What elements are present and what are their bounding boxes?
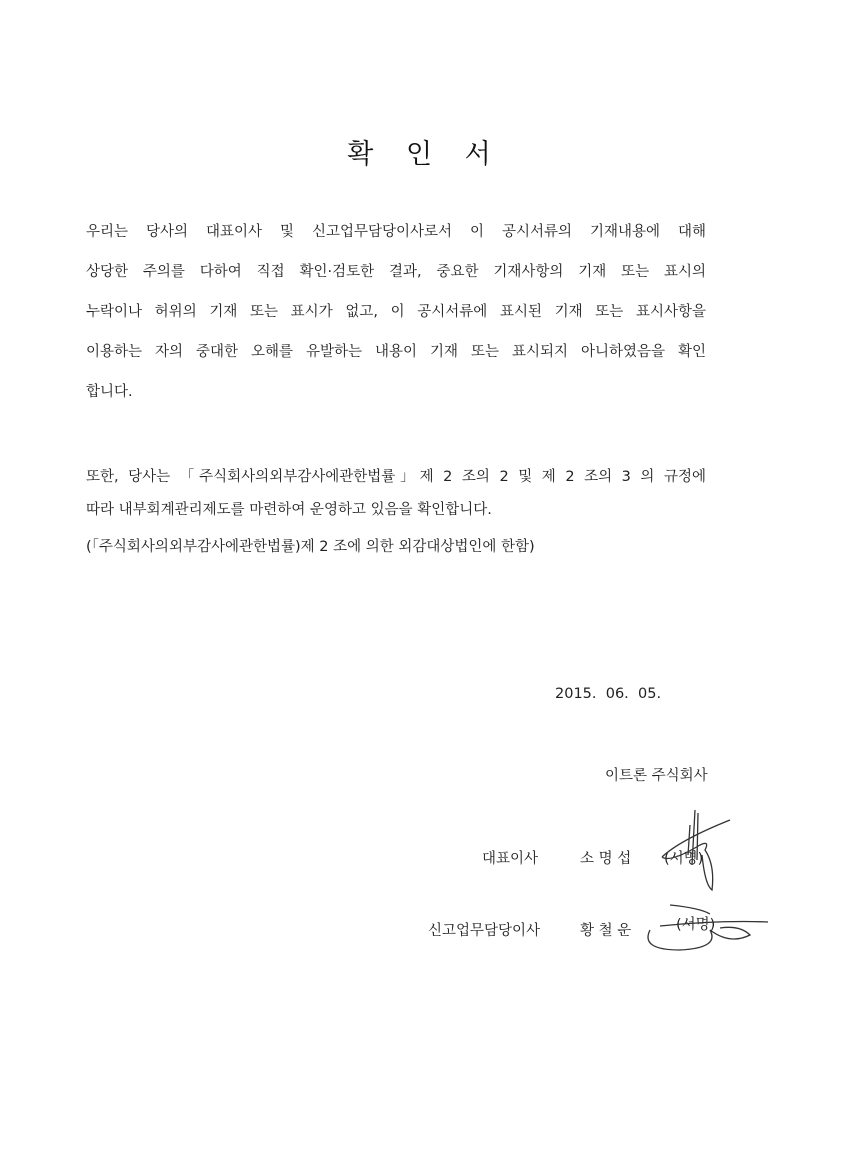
company-name: 이트론 주식회사	[605, 768, 708, 784]
paragraph-line: 또한, 당사는 「주식회사의외부감사에관한법률」제 2 조의 2 및 제 2 조의 3 의 규정에	[86, 469, 706, 485]
paragraph-line: 우리는 당사의 대표이사 및 신고업무담당이사로서 이 공시서류의 기재내용에 대해	[86, 224, 706, 240]
paragraph-line: 누락이나 허위의 기재 또는 표시가 없고, 이 공시서류에 표시된 기재 또는 표시사항을	[86, 304, 706, 320]
paragraph-line: 합니다.	[86, 384, 133, 400]
signatory-role: 대표이사	[482, 851, 539, 867]
signatory-name: 황 철 운	[580, 923, 632, 939]
paragraph-line: 이용하는 자의 중대한 오해를 유발하는 내용이 기재 또는 표시되지 아니하였음을 확인	[86, 344, 706, 360]
signature-image	[640, 900, 770, 960]
paragraph-line: 상당한 주의를 다하여 직접 확인·검토한 결과, 중요한 기재사항의 기재 또는 표시의	[86, 264, 706, 280]
sign-label: (서명)	[664, 851, 704, 867]
paragraph-note: (「주식회사의외부감사에관한법률)제 2 조에 의한 외감대상법인에 한함)	[86, 539, 535, 555]
paragraph-line: 따라 내부회계관리제도를 마련하여 운영하고 있음을 확인합니다.	[86, 502, 492, 518]
document-title: 확 인 서	[347, 139, 503, 170]
signatory-role: 신고업무담당이사	[428, 923, 541, 939]
signatory-name: 소 명 섭	[580, 851, 632, 867]
signature-image	[650, 805, 740, 895]
sign-label: (서명)	[676, 917, 716, 933]
document-date: 2015. 06. 05.	[555, 686, 662, 702]
